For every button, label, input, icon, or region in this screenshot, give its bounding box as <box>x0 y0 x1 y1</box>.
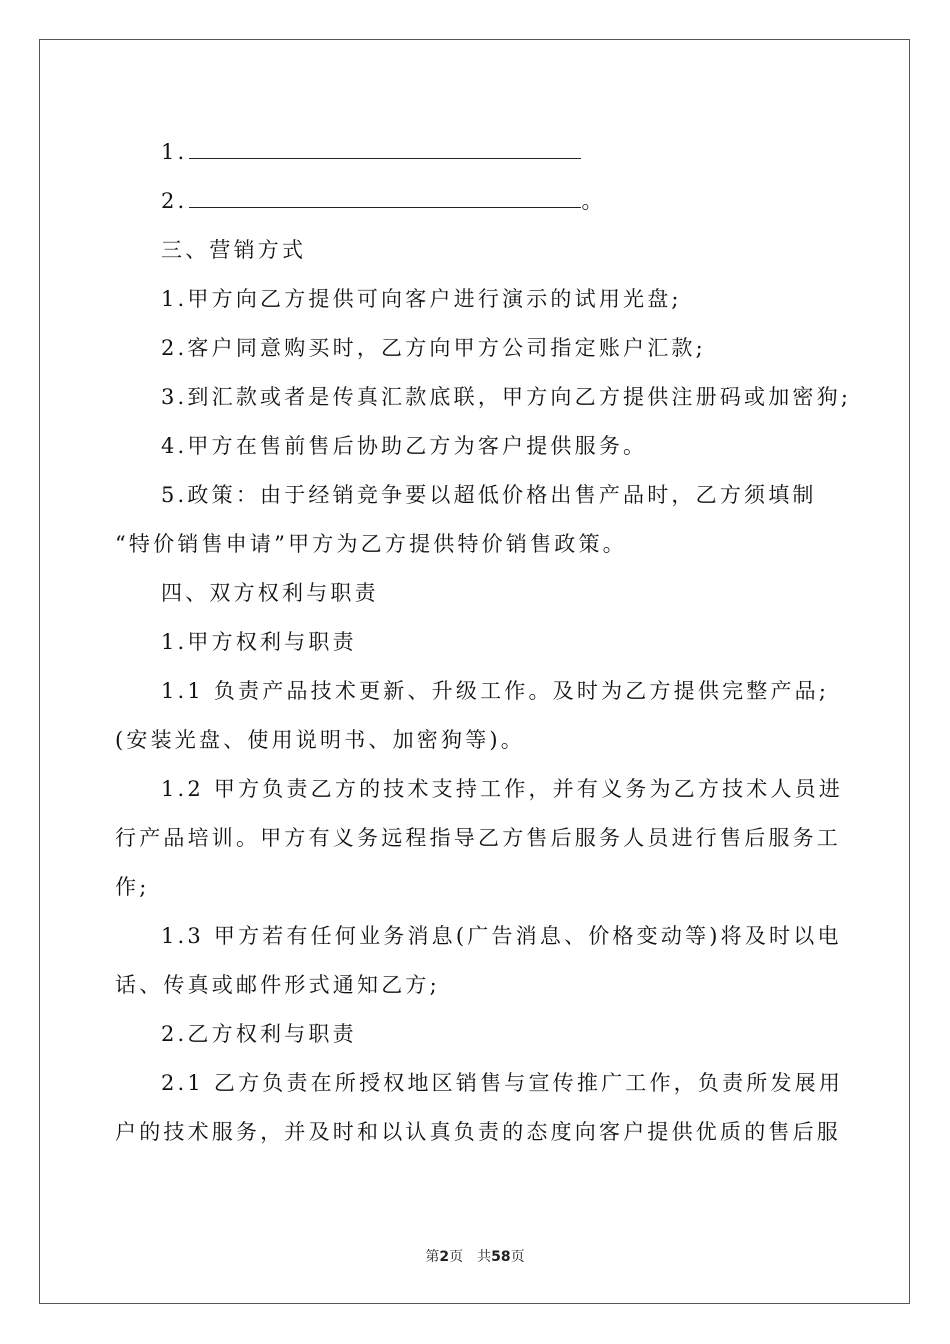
document-body <box>115 128 852 1157</box>
text-line: 户的技术服务，并及时和以认真负责的态度向客户提供优质的售后服 <box>115 1120 841 1144</box>
text-line: 四、双方权利与职责 <box>161 581 379 605</box>
footer-total-prefix: 共 <box>477 1249 492 1265</box>
fill-in-blank <box>189 130 581 159</box>
text-line: 1.3 甲方若有任何业务消息(广告消息、价格变动等)将及时以电 <box>161 924 842 948</box>
text-line: 2.客户同意购买时，乙方向甲方公司指定账户汇款; <box>161 336 706 360</box>
text-line: 1.甲方权利与职责 <box>161 630 357 654</box>
blank-number: 2. <box>161 189 188 213</box>
blank-suffix: 。 <box>581 189 606 213</box>
total-page-count: 58 <box>491 1249 511 1265</box>
text-line: 三、营销方式 <box>161 238 307 262</box>
page-footer <box>0 1246 950 1266</box>
text-line: 行产品培训。甲方有义务远程指导乙方售后服务人员进行售后服务工 <box>115 826 841 850</box>
fill-in-blank <box>189 179 581 208</box>
text-line: “特价销售申请”甲方为乙方提供特价销售政策。 <box>115 532 627 556</box>
text-line: 2.1 乙方负责在所授权地区销售与宣传推广工作，负责所发展用 <box>161 1071 844 1095</box>
text-line: 1.2 甲方负责乙方的技术支持工作，并有义务为乙方技术人员进 <box>161 777 844 801</box>
footer-total-unit: 页 <box>510 1249 525 1265</box>
text-line: 5.政策：由于经销竞争要以超低价格出售产品时，乙方须填制 <box>161 483 817 507</box>
text-line: 2.乙方权利与职责 <box>161 1022 357 1046</box>
text-line: 话、传真或邮件形式通知乙方; <box>115 973 440 997</box>
text-line: 作; <box>115 875 150 899</box>
text-line: 3.到汇款或者是传真汇款底联，甲方向乙方提供注册码或加密狗; <box>161 385 852 409</box>
text-line: 4.甲方在售前售后协助乙方为客户提供服务。 <box>161 434 648 458</box>
blank-number: 1. <box>161 140 188 164</box>
footer-page-unit: 页 <box>449 1249 464 1265</box>
blank-line-2 <box>115 177 845 226</box>
text-line: 1.甲方向乙方提供可向客户进行演示的试用光盘; <box>161 287 682 311</box>
text-line: (安装光盘、使用说明书、加密狗等)。 <box>115 728 525 752</box>
blank-line-1 <box>115 128 845 177</box>
footer-prefix: 第 <box>425 1249 440 1265</box>
text-line: 1.1 负责产品技术更新、升级工作。及时为乙方提供完整产品; <box>161 679 830 703</box>
current-page-number: 2 <box>439 1249 450 1265</box>
paragraph-lines <box>115 226 852 1157</box>
